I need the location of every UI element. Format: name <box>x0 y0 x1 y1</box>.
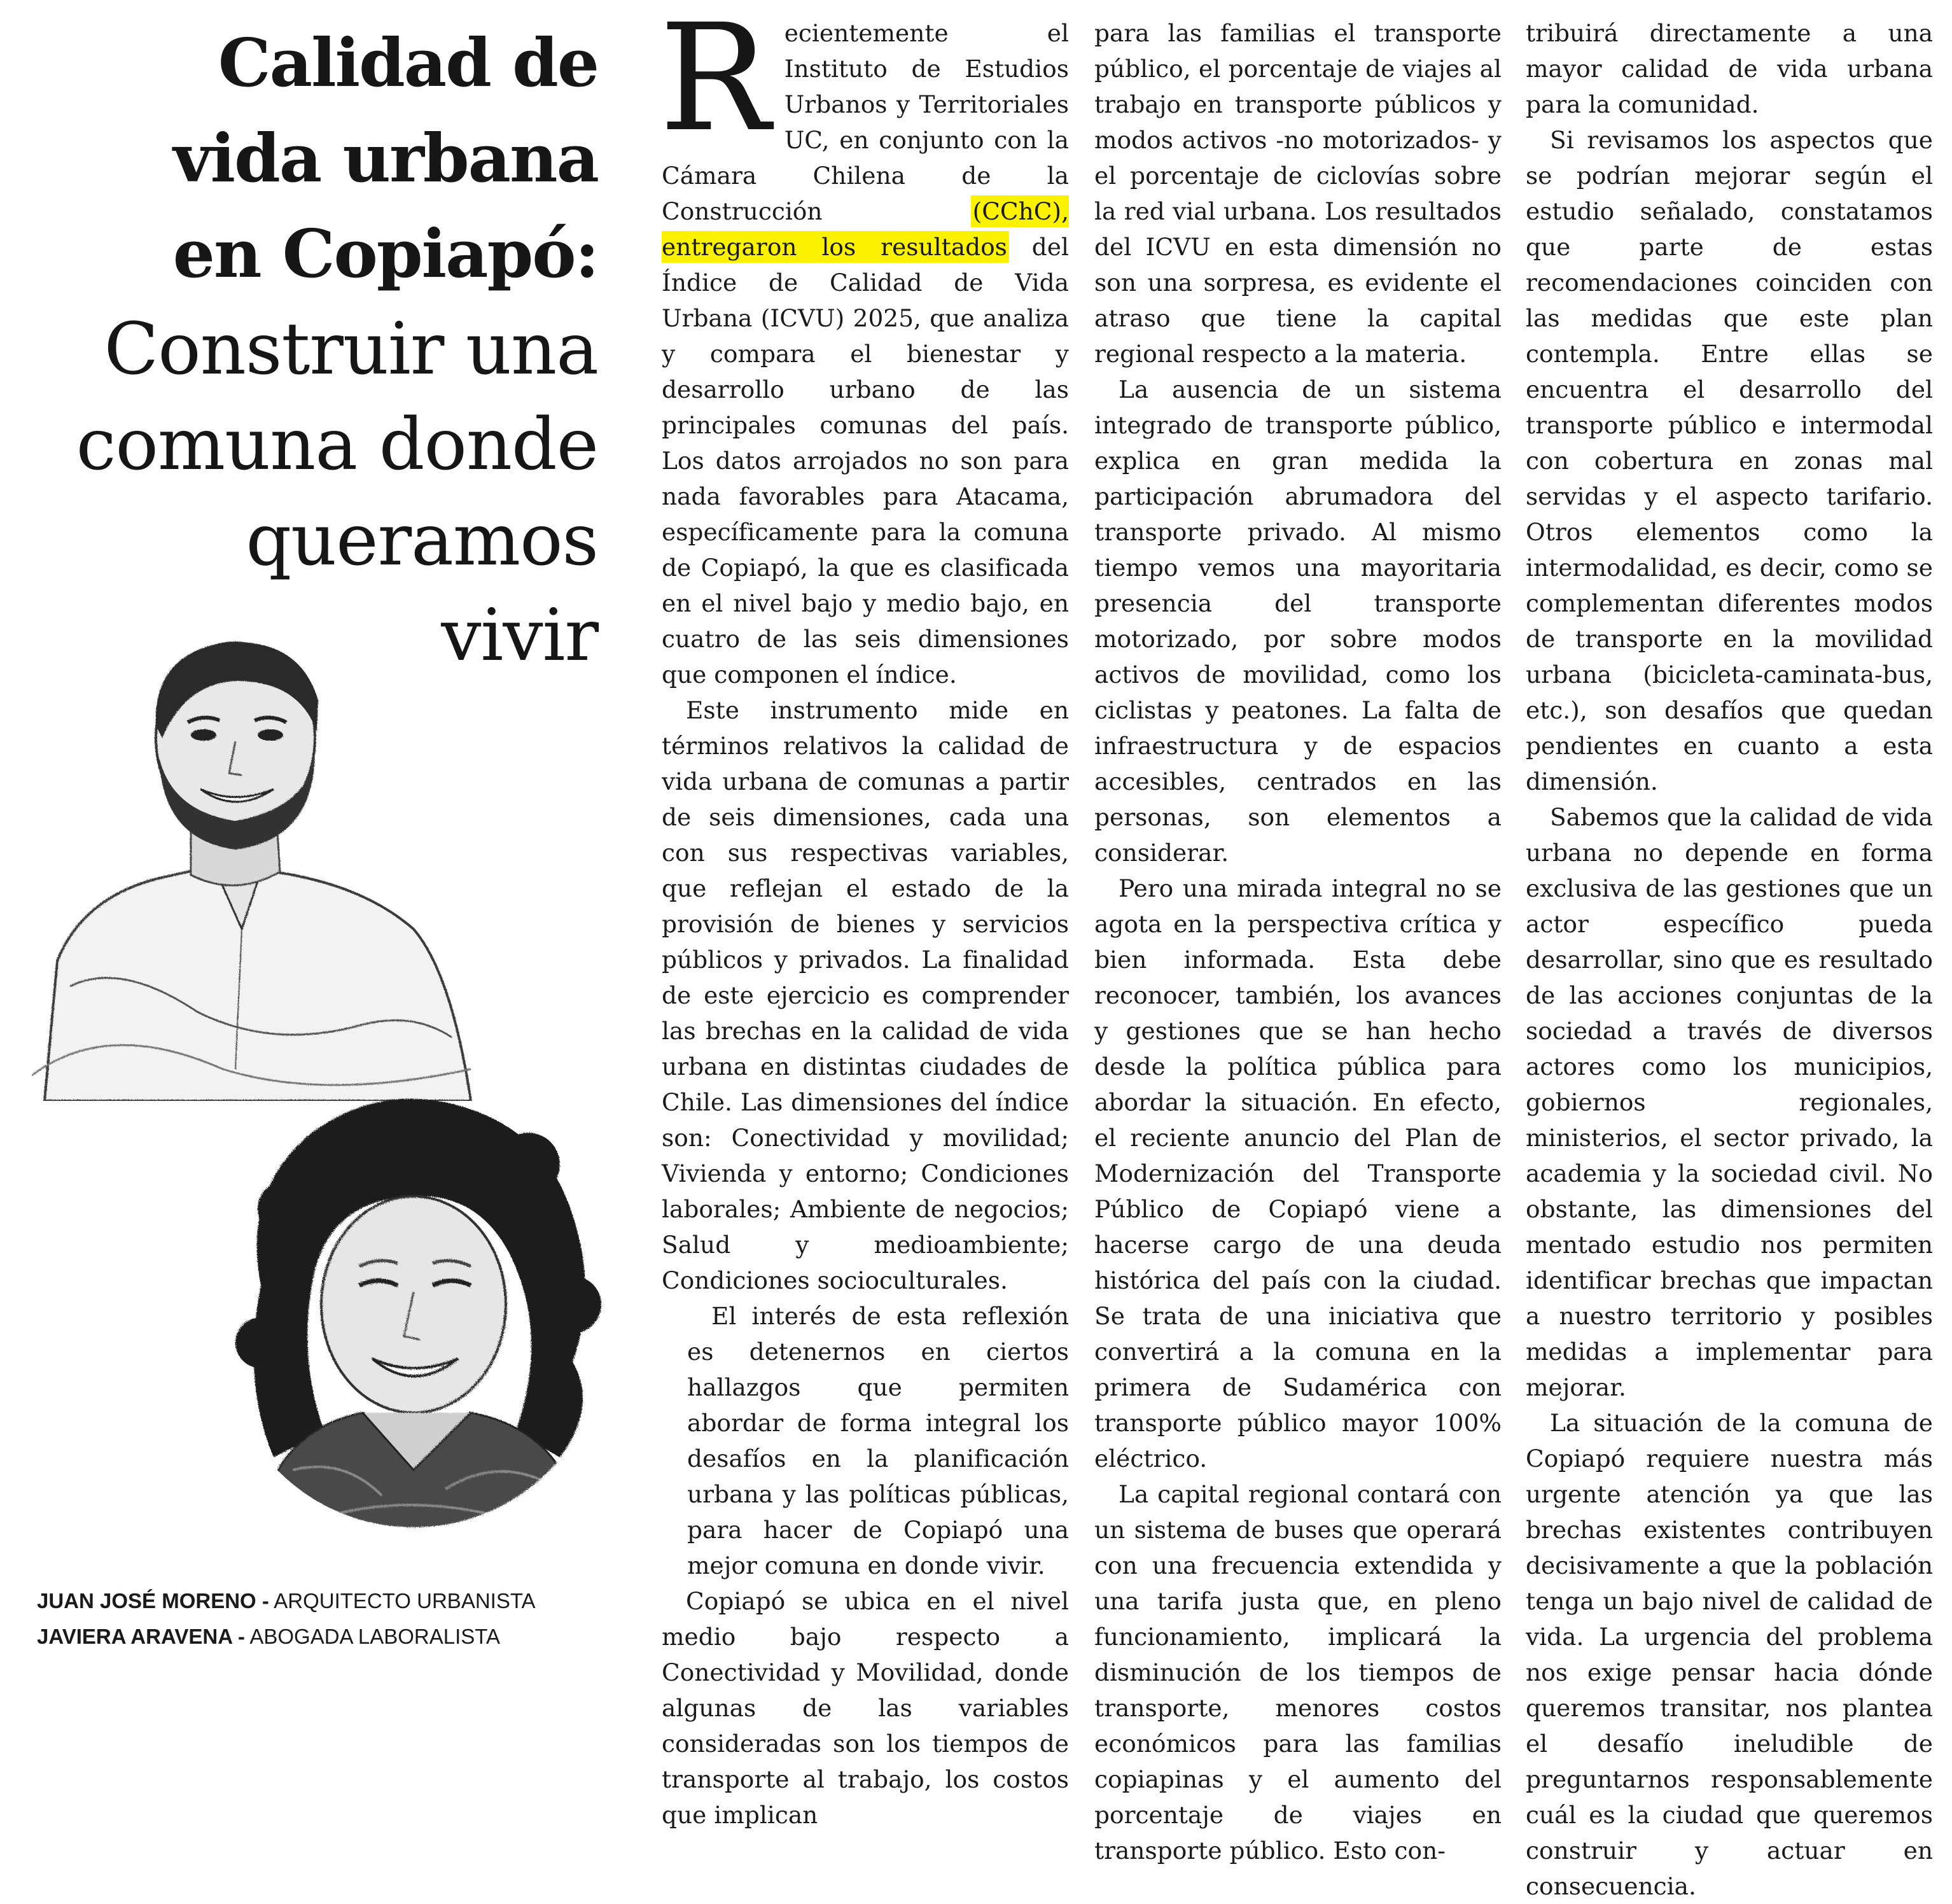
article-paragraph: Sabemos que la calidad de vida urbana no depende en forma exclusiva de las gestiones que un actor específico pueda desarrollar, sino que es resultado de las acciones conjuntas de la sociedad a través de diversos actores como los municipios, gobiernos regionales, ministerios, el sector privado, la academia y la sociedad civil. No obstante, las dimensiones del mentado estudio nos permiten identificar brechas que impactan a nuestro territorio y posibles medidas a implementar para mejorar. <box>1526 803 1933 1401</box>
article-paragraph: La ausencia de un sistema integrado de transporte público, explica en gran medida la participación abrumadora del transporte privado. Al mismo tiempo vemos una mayoritaria presencia del transporte motorizado, por sobre modos activos de movilidad, como los ciclistas y peatones. La falta de infraestructura y de espacios accesibles, centrados en las personas, son elementos a considerar. <box>1094 375 1502 867</box>
article-paragraph: Copiapó se ubica en el nivel medio bajo respecto a Conectividad y Movilidad, donde algunas de las variables consideradas son los tiempos de transporte al trabajo, los costos que implican <box>662 1587 1069 1829</box>
author-credit-line <box>37 1583 597 1619</box>
headline-bold-line: vida urbana <box>173 119 598 197</box>
author-portrait-woman <box>216 1075 611 1546</box>
author-role: ARQUITECTO URBANISTA <box>268 1589 536 1613</box>
article-paragraph: para las familias el transporte público, el porcentaje de viajes al trabajo en transporte públicos y modos activos -no motorizados- y el porcentaje de ciclovías sobre la red vial urbana. Los resultados del ICVU en esta dimensión no son una sorpresa, es evidente el atraso que tiene la capital regional respecto a la materia. <box>1094 19 1502 368</box>
headline-light-line: vivir <box>441 594 598 677</box>
article-column-1 <box>659 0 1069 1833</box>
drop-cap: R <box>659 0 770 164</box>
article-paragraph: tribuirá directamente a una mayor calidad de vida urbana para la comunidad. <box>1526 19 1933 118</box>
article-column-3 <box>1526 15 1933 1904</box>
paragraph-text: del Índice de Calidad de Vida Urbana (ICVU) 2025, que analiza y compara el bienestar y desarrollo urbano de las principales comunas del país. Los datos arrojados no son para nada favorables para Atacama, específicamente para la comuna de Copiapó, la que es clasificada en el nivel bajo y medio bajo, en cuatro de las seis dimensiones que componen el índice. <box>662 233 1069 689</box>
paragraph-text: ecientemente el Instituto de Estudios Urbanos y Territoriales UC, en conjunto con la Cámara Chilena de la Construcción <box>662 19 1069 225</box>
article-paragraph: La capital regional contará con un sistema de buses que operará con una frecuencia extendida y una tarifa justa que, en pleno funcionamiento, implicará la disminución de los tiempos de transporte, menores costos económicos para las familias copiapinas y el aumento del porcentaje de viajes en transporte público. Esto con- <box>1094 1480 1502 1865</box>
headline-bold-line: en Copiapó: <box>172 214 598 293</box>
headline-light-line: comuna donde <box>76 403 598 486</box>
article-paragraph: Si revisamos los aspectos que se podrían mejorar según el estudio señalado, constatamos que parte de estas recomendaciones coinciden con las medidas que este plan contempla. Entre ellas se encuentra el desarrollo del transporte público e intermodal con cobertura en zonas mal servidas y el aspecto tarifario. Otros elementos como la intermodalidad, es decir, como se complementan diferentes modos de transporte en la movilidad urbana (bicicleta-caminata-bus, etc.), son desafíos que quedan pendientes en cuanto a esta dimensión. <box>1526 126 1933 795</box>
author-credit-line <box>37 1619 597 1655</box>
author-role: ABOGADA LABORALISTA <box>244 1625 501 1648</box>
article-paragraph <box>659 0 1069 692</box>
article-paragraph: Este instrumento mide en términos relativos la calidad de vida urbana de comunas a partir de seis dimensiones, cada una con sus respectivas variables, que reflejan el estado de la provisión de bienes y servicios públicos y privados. La finalidad de este ejercicio es comprender las brechas en la calidad de vida urbana en distintas ciudades de Chile. Las dimensiones del índice son: Conectividad y movilidad; Vivienda y entorno; Condiciones laborales; Ambiente de negocios; Salud y medioambiente; Condiciones socioculturales. <box>662 696 1069 1294</box>
article-paragraph: La situación de la comuna de Copiapó requiere nuestra más urgente atención ya que las brechas existentes contribuyen decisivamente a que la población tenga un bajo nivel de calidad de vida. La urgencia del problema nos exige pensar hacia dónde queremos transitar, nos plantea el desafío ineludible de preguntarnos responsablemente cuál es la ciudad que queremos construir y actuar en consecuencia. <box>1526 1409 1933 1900</box>
author-credits <box>37 1583 597 1655</box>
author-name: JUAN JOSÉ MORENO - <box>37 1589 269 1613</box>
headline-light-line: Construir una <box>104 308 598 391</box>
author-portrait-man <box>32 630 477 1101</box>
headline-light-line: queramos <box>246 499 598 582</box>
article-column-2 <box>1094 15 1502 1868</box>
headline-bold-line: Calidad de <box>218 24 598 102</box>
highlighted-text: (CChC), entregaron los resultados <box>662 197 1069 261</box>
article-paragraph: Pero una mirada integral no se agota en la perspectiva crítica y bien informada. Esta debe reconocer, también, los avances y gestiones que se han hecho desde la política pública para abordar la situación. En efecto, el reciente anuncio del Plan de Modernización del Transporte Público de Copiapó viene a hacerse cargo de una deuda histórica del país con la ciudad. Se trata de una iniciativa que convertirá a la comuna en la primera de Sudamérica con transporte público mayor 100% eléctrico. <box>1094 874 1502 1473</box>
headline <box>38 15 598 683</box>
article-paragraph: El interés de esta reflexión es detenernos en ciertos hallazgos que permiten abordar de forma integral los desafíos en la planificación urbana y las políticas públicas, para hacer de Copiapó una mejor comuna en donde vivir. <box>687 1302 1069 1579</box>
author-name: JAVIERA ARAVENA - <box>37 1625 245 1648</box>
